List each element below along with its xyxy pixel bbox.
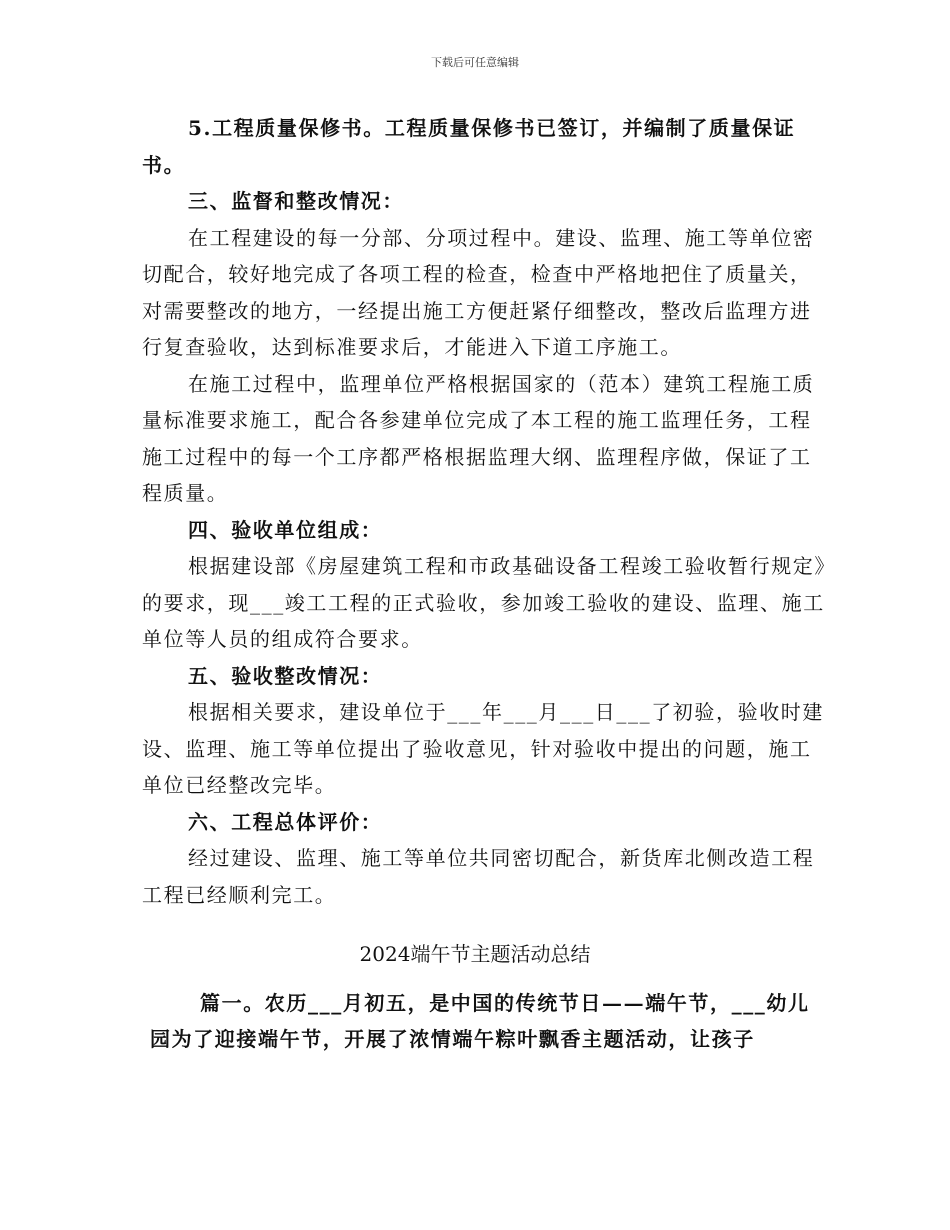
paragraph-acceptance-units: 根据建设部《房屋建筑工程和市政基础设备工程竣工验收暂行规定》的要求，现___竣工工程的正式验收，参加竣工验收的建设、监理、施工单位等人员的组成符合要求。 xyxy=(142,554,826,651)
document-body xyxy=(142,110,832,913)
heading-acceptance-units: 四、验收单位组成： xyxy=(188,517,383,542)
heading-acceptance-rectification: 五、验收整改情况： xyxy=(188,663,383,688)
article-title: 2024端午节主题活动总结 xyxy=(359,942,591,966)
paragraph-warranty: 5.工程质量保修书。工程质量保修书已签订，并编制了质量保证书。 xyxy=(142,116,796,177)
page-header-note: 下载后可任意编辑 xyxy=(431,56,519,69)
paragraph-supervision-2: 在施工过程中，监理单位严格根据国家的（范本）建筑工程施工质量标准要求施工，配合各参建单位完成了本工程的施工监理任务，工程施工过程中的每一个工序都严格根据监理大纲、监理程序做，保证了工程质量。 xyxy=(142,371,815,505)
heading-overall-evaluation: 六、工程总体评价： xyxy=(188,809,383,834)
paragraph-acceptance-rectification: 根据相关要求，建设单位于___年___月___日___了初验，验收时建设、监理、施工等单位提出了验收意见，针对验收中提出的问题，施工单位已经整改完毕。 xyxy=(142,700,824,797)
paragraph-overall-evaluation: 经过建设、监理、施工等单位共同密切配合，新货库北侧改造工程工程已经顺利完工。 xyxy=(142,846,815,907)
paragraph-supervision-1: 在工程建设的每一分部、分项过程中。建设、监理、施工等单位密切配合，较好地完成了各项工程的检查，检查中严格地把住了质量关，对需要整改的地方，一经提出施工方便赶紧仔细整改，整改后监理方进行复查验收，达到标准要求后，才能进入下道工序施工。 xyxy=(142,225,815,359)
article-body xyxy=(150,985,815,1057)
article-intro: 篇一。农历___月初五，是中国的传统节日——端午节，___幼儿园为了迎接端午节，开展了浓情端午粽叶飘香主题活动，让孩子 xyxy=(150,991,810,1051)
heading-supervision: 三、监督和整改情况： xyxy=(188,189,404,213)
